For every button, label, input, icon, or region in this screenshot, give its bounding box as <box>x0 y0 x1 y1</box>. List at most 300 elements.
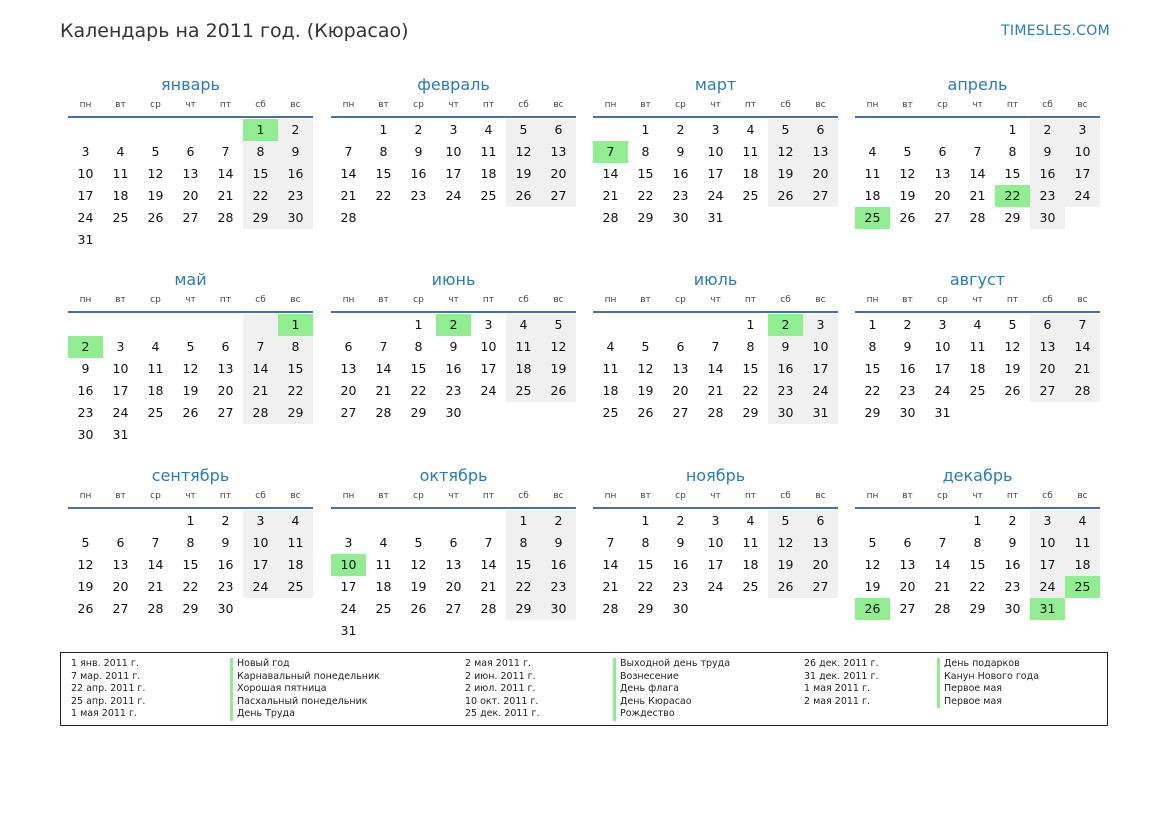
day-cell: 28 <box>934 601 951 616</box>
empty-day-cell <box>803 207 838 229</box>
weekday-label: ср <box>937 295 948 305</box>
empty-day-cell <box>471 402 506 424</box>
day-cell: 2 <box>278 119 313 141</box>
empty-day-cell <box>103 510 138 532</box>
month-block <box>68 465 313 620</box>
month-divider <box>855 116 1100 118</box>
day-cell: 23 <box>768 380 803 402</box>
day-cell: 7 <box>606 535 615 550</box>
month-block <box>855 269 1100 424</box>
weekday-label: чт <box>710 100 721 110</box>
day-cell: 3 <box>711 122 720 137</box>
weekday-header <box>331 293 576 307</box>
day-cell: 15 <box>182 557 199 572</box>
day-cell: 28 <box>375 405 392 420</box>
brand-link[interactable]: TIMESLES.COM <box>1001 23 1110 39</box>
day-cell: 19 <box>410 579 427 594</box>
empty-day-cell <box>68 119 103 141</box>
day-cell: 1 <box>641 513 650 528</box>
weekday-label: вт <box>115 100 126 110</box>
day-cell: 31 <box>77 232 94 247</box>
legend-holiday-name: Хорошая пятница <box>230 683 380 696</box>
weekday-label: вс <box>815 295 826 305</box>
legend-holiday-name: День флага <box>613 683 730 696</box>
empty-day-cell <box>541 402 576 424</box>
day-cell: 9 <box>81 361 90 376</box>
day-cell: 27 <box>445 601 462 616</box>
day-cell: 30 <box>899 405 916 420</box>
day-cell: 27 <box>182 210 199 225</box>
weekday-label: пн <box>79 100 92 110</box>
day-cell: 4 <box>379 535 388 550</box>
days-grid <box>331 510 576 642</box>
day-cell: 10 <box>1030 532 1065 554</box>
weekday-header <box>855 293 1100 307</box>
empty-day-cell <box>1065 402 1100 424</box>
day-cell: 8 <box>186 535 195 550</box>
day-cell: 1 <box>1008 122 1017 137</box>
day-cell: 19 <box>768 163 803 185</box>
day-cell: 1 <box>973 513 982 528</box>
month-name: январь <box>161 75 220 94</box>
day-cell: 11 <box>375 557 392 572</box>
day-cell: 7 <box>379 339 388 354</box>
weekday-label: вс <box>1077 295 1088 305</box>
day-cell: 16 <box>899 361 916 376</box>
empty-day-cell <box>768 598 803 620</box>
month-name: февраль <box>417 75 490 94</box>
day-cell: 8 <box>414 339 423 354</box>
day-cell: 8 <box>641 535 650 550</box>
day-cell: 8 <box>641 144 650 159</box>
day-cell: 18 <box>969 361 986 376</box>
empty-day-cell <box>436 620 471 642</box>
day-cell: 20 <box>934 188 951 203</box>
day-cell: 19 <box>77 579 94 594</box>
day-cell: 15 <box>375 166 392 181</box>
day-cell: 21 <box>969 188 986 203</box>
day-cell: 25 <box>969 383 986 398</box>
weekday-header <box>593 98 838 112</box>
holiday-day-cell: 2 <box>436 314 471 336</box>
month-block <box>331 465 576 642</box>
weekday-label: пн <box>604 295 617 305</box>
day-cell: 13 <box>934 166 951 181</box>
day-cell: 7 <box>221 144 230 159</box>
weekday-label: чт <box>185 491 196 501</box>
day-cell: 14 <box>602 166 619 181</box>
day-cell: 1 <box>746 317 755 332</box>
day-cell: 31 <box>803 402 838 424</box>
weekday-label: ср <box>413 100 424 110</box>
weekday-label: вс <box>1077 491 1088 501</box>
legend-names-col-3 <box>937 658 1039 708</box>
month-name: июнь <box>431 270 476 289</box>
weekday-label: пт <box>744 100 757 110</box>
days-grid <box>855 119 1100 229</box>
day-cell: 3 <box>711 513 720 528</box>
day-cell: 30 <box>77 427 94 442</box>
day-cell: 21 <box>480 579 497 594</box>
day-cell: 30 <box>672 210 689 225</box>
day-cell: 20 <box>803 554 838 576</box>
day-cell: 28 <box>147 601 164 616</box>
empty-day-cell <box>173 314 208 336</box>
day-cell: 10 <box>934 339 951 354</box>
day-cell: 10 <box>480 339 497 354</box>
weekday-label: вс <box>290 491 301 501</box>
day-cell: 21 <box>375 383 392 398</box>
day-cell: 26 <box>147 210 164 225</box>
weekday-label: вт <box>115 491 126 501</box>
weekday-label: ср <box>150 295 161 305</box>
day-cell: 9 <box>414 144 423 159</box>
day-cell: 29 <box>969 601 986 616</box>
day-cell: 25 <box>742 188 759 203</box>
day-cell: 2 <box>1008 513 1017 528</box>
day-cell: 1 <box>186 513 195 528</box>
day-cell: 9 <box>676 535 685 550</box>
day-cell: 7 <box>1065 314 1100 336</box>
day-cell: 17 <box>340 579 357 594</box>
day-cell: 19 <box>864 579 881 594</box>
day-cell: 19 <box>541 358 576 380</box>
day-cell: 7 <box>243 336 278 358</box>
legend-dates-col-1 <box>71 658 145 721</box>
day-cell: 16 <box>1030 163 1065 185</box>
holiday-day-cell: 31 <box>1030 598 1065 620</box>
day-cell: 4 <box>484 122 493 137</box>
day-cell: 4 <box>606 339 615 354</box>
day-cell: 16 <box>541 554 576 576</box>
day-cell: 25 <box>112 210 129 225</box>
month-name: май <box>174 270 207 289</box>
day-cell: 20 <box>182 188 199 203</box>
empty-day-cell <box>471 510 506 532</box>
weekday-label: вт <box>378 491 389 501</box>
days-grid <box>331 119 576 229</box>
day-cell: 17 <box>112 383 129 398</box>
day-cell: 5 <box>541 314 576 336</box>
day-cell: 27 <box>672 405 689 420</box>
day-cell: 17 <box>707 166 724 181</box>
empty-day-cell <box>243 424 278 446</box>
weekday-label: вт <box>902 100 913 110</box>
day-cell: 4 <box>973 317 982 332</box>
empty-day-cell <box>855 119 890 141</box>
days-grid <box>593 510 838 620</box>
empty-day-cell <box>103 314 138 336</box>
day-cell: 10 <box>707 144 724 159</box>
day-cell: 8 <box>868 339 877 354</box>
weekday-label: чт <box>710 295 721 305</box>
empty-day-cell <box>103 229 138 251</box>
day-cell: 14 <box>243 358 278 380</box>
day-cell: 9 <box>278 141 313 163</box>
legend-holiday-name: Карнавальный понедельник <box>230 671 380 684</box>
day-cell: 20 <box>340 383 357 398</box>
day-cell: 2 <box>903 317 912 332</box>
day-cell: 26 <box>899 210 916 225</box>
day-cell: 10 <box>112 361 129 376</box>
empty-day-cell <box>68 510 103 532</box>
day-cell: 11 <box>1065 532 1100 554</box>
empty-day-cell <box>278 598 313 620</box>
weekday-label: ср <box>413 491 424 501</box>
day-cell: 9 <box>449 339 458 354</box>
weekday-label: сб <box>780 491 791 501</box>
empty-day-cell <box>278 424 313 446</box>
day-cell: 4 <box>746 122 755 137</box>
day-cell: 2 <box>676 122 685 137</box>
day-cell: 6 <box>221 339 230 354</box>
month-block <box>593 269 838 424</box>
month-divider <box>68 116 313 118</box>
day-cell: 18 <box>742 166 759 181</box>
day-cell: 20 <box>672 383 689 398</box>
day-cell: 28 <box>1065 380 1100 402</box>
day-cell: 20 <box>112 579 129 594</box>
month-block <box>331 74 576 229</box>
day-cell: 18 <box>742 557 759 572</box>
day-cell: 29 <box>637 601 654 616</box>
day-cell: 21 <box>602 188 619 203</box>
empty-day-cell <box>593 314 628 336</box>
legend-date: 25 апр. 2011 г. <box>71 695 146 707</box>
day-cell: 19 <box>506 163 541 185</box>
weekday-label: пн <box>604 491 617 501</box>
day-cell: 24 <box>77 210 94 225</box>
weekday-label: пт <box>482 491 495 501</box>
day-cell: 22 <box>969 579 986 594</box>
day-cell: 26 <box>637 405 654 420</box>
weekday-label: ср <box>675 491 686 501</box>
weekday-label: вс <box>553 491 564 501</box>
day-cell: 23 <box>77 405 94 420</box>
day-cell: 30 <box>768 402 803 424</box>
day-cell: 22 <box>375 188 392 203</box>
legend-holiday-name: Выходной день труда <box>613 658 730 671</box>
holiday-day-cell: 2 <box>68 336 103 358</box>
day-cell: 14 <box>147 557 164 572</box>
day-cell: 24 <box>803 380 838 402</box>
day-cell: 12 <box>768 141 803 163</box>
day-cell: 10 <box>243 532 278 554</box>
day-cell: 18 <box>864 188 881 203</box>
empty-day-cell <box>173 424 208 446</box>
legend-date: 2 июн. 2011 г. <box>465 670 536 682</box>
legend-date: 31 дек. 2011 г. <box>804 670 879 682</box>
month-block <box>855 465 1100 620</box>
day-cell: 20 <box>445 579 462 594</box>
day-cell: 15 <box>1004 166 1021 181</box>
day-cell: 3 <box>1030 510 1065 532</box>
day-cell: 5 <box>81 535 90 550</box>
day-cell: 6 <box>803 510 838 532</box>
day-cell: 17 <box>707 557 724 572</box>
weekday-header <box>68 98 313 112</box>
day-cell: 15 <box>243 163 278 185</box>
weekday-label: ср <box>675 295 686 305</box>
day-cell: 4 <box>151 339 160 354</box>
day-cell: 11 <box>147 361 164 376</box>
month-name: апрель <box>947 75 1008 94</box>
empty-day-cell <box>1030 402 1065 424</box>
empty-day-cell <box>506 207 541 229</box>
day-cell: 26 <box>77 601 94 616</box>
day-cell: 3 <box>116 339 125 354</box>
day-cell: 21 <box>707 383 724 398</box>
day-cell: 21 <box>147 579 164 594</box>
weekday-label: сб <box>518 100 529 110</box>
day-cell: 23 <box>217 579 234 594</box>
month-name: декабрь <box>942 466 1013 485</box>
legend-names-col-2 <box>613 658 730 721</box>
weekday-label: пн <box>866 491 879 501</box>
holiday-day-cell: 26 <box>855 598 890 620</box>
day-cell: 27 <box>340 405 357 420</box>
day-cell: 29 <box>637 210 654 225</box>
day-cell: 26 <box>768 576 803 598</box>
month-divider <box>68 507 313 509</box>
day-cell: 15 <box>637 166 654 181</box>
month-name: июль <box>693 270 738 289</box>
day-cell: 20 <box>1030 358 1065 380</box>
day-cell: 18 <box>112 188 129 203</box>
day-cell: 28 <box>969 210 986 225</box>
day-cell: 3 <box>81 144 90 159</box>
day-cell: 5 <box>506 119 541 141</box>
day-cell: 30 <box>1030 207 1065 229</box>
day-cell: 23 <box>672 579 689 594</box>
day-cell: 10 <box>707 535 724 550</box>
empty-day-cell <box>103 119 138 141</box>
weekday-label: сб <box>1042 491 1053 501</box>
weekday-label: пт <box>744 491 757 501</box>
day-cell: 2 <box>676 513 685 528</box>
day-cell: 24 <box>1065 185 1100 207</box>
empty-day-cell <box>208 229 243 251</box>
legend-date: 2 мая 2011 г. <box>465 658 531 669</box>
weekday-label: пт <box>482 295 495 305</box>
weekday-label: вт <box>640 295 651 305</box>
weekday-label: вт <box>902 295 913 305</box>
empty-day-cell <box>366 620 401 642</box>
legend-holiday-name: Канун Нового года <box>937 671 1039 684</box>
holiday-legend <box>60 652 1108 726</box>
day-cell: 6 <box>449 535 458 550</box>
day-cell: 21 <box>1065 358 1100 380</box>
legend-holiday-name: День Труда <box>230 708 380 721</box>
day-cell: 18 <box>278 554 313 576</box>
day-cell: 20 <box>803 163 838 185</box>
day-cell: 18 <box>480 166 497 181</box>
day-cell: 11 <box>742 535 759 550</box>
day-cell: 19 <box>768 554 803 576</box>
weekday-label: ср <box>413 295 424 305</box>
empty-day-cell <box>138 510 173 532</box>
day-cell: 14 <box>480 557 497 572</box>
weekday-label: вс <box>815 100 826 110</box>
day-cell: 8 <box>278 336 313 358</box>
legend-dates-col-3 <box>804 658 879 708</box>
days-grid <box>855 314 1100 424</box>
empty-day-cell <box>208 314 243 336</box>
day-cell: 19 <box>1004 361 1021 376</box>
day-cell: 29 <box>1004 210 1021 225</box>
day-cell: 24 <box>934 383 951 398</box>
day-cell: 29 <box>278 402 313 424</box>
empty-day-cell <box>733 207 768 229</box>
month-name: ноябрь <box>685 466 746 485</box>
legend-holiday-name: Вознесение <box>613 671 730 684</box>
day-cell: 1 <box>506 510 541 532</box>
day-cell: 28 <box>243 402 278 424</box>
day-cell: 31 <box>707 210 724 225</box>
days-grid <box>331 314 576 424</box>
weekday-label: чт <box>185 100 196 110</box>
day-cell: 23 <box>445 383 462 398</box>
day-cell: 27 <box>899 601 916 616</box>
day-cell: 22 <box>864 383 881 398</box>
empty-day-cell <box>855 510 890 532</box>
day-cell: 22 <box>410 383 427 398</box>
day-cell: 13 <box>803 532 838 554</box>
day-cell: 18 <box>375 579 392 594</box>
legend-date: 1 янв. 2011 г. <box>71 658 139 669</box>
day-cell: 3 <box>243 510 278 532</box>
day-cell: 17 <box>934 361 951 376</box>
day-cell: 8 <box>746 339 755 354</box>
weekday-label: пт <box>1006 100 1019 110</box>
day-cell: 29 <box>410 405 427 420</box>
day-cell: 23 <box>1030 185 1065 207</box>
holiday-day-cell: 10 <box>331 554 366 576</box>
legend-holiday-name: Новый год <box>230 658 380 671</box>
day-cell: 18 <box>147 383 164 398</box>
day-cell: 25 <box>742 579 759 594</box>
legend-holiday-name: День подарков <box>937 658 1039 671</box>
day-cell: 15 <box>506 554 541 576</box>
day-cell: 29 <box>182 601 199 616</box>
day-cell: 9 <box>903 339 912 354</box>
month-divider <box>331 507 576 509</box>
day-cell: 2 <box>221 513 230 528</box>
empty-day-cell <box>243 229 278 251</box>
legend-date: 26 дек. 2011 г. <box>804 658 879 669</box>
day-cell: 16 <box>278 163 313 185</box>
day-cell: 23 <box>672 188 689 203</box>
weekday-label: пт <box>219 491 232 501</box>
day-cell: 3 <box>449 122 458 137</box>
weekday-label: сб <box>1042 295 1053 305</box>
day-cell: 23 <box>899 383 916 398</box>
day-cell: 24 <box>340 601 357 616</box>
weekday-label: чт <box>448 100 459 110</box>
day-cell: 29 <box>864 405 881 420</box>
weekday-label: вс <box>815 491 826 501</box>
empty-day-cell <box>506 402 541 424</box>
day-cell: 25 <box>278 576 313 598</box>
month-block <box>68 74 313 251</box>
legend-holiday-name: Рождество <box>613 708 730 721</box>
weekday-label: вт <box>902 491 913 501</box>
day-cell: 13 <box>112 557 129 572</box>
month-divider <box>593 311 838 313</box>
legend-holiday-name: Первое мая <box>937 683 1039 696</box>
weekday-label: пн <box>866 100 879 110</box>
day-cell: 22 <box>637 188 654 203</box>
